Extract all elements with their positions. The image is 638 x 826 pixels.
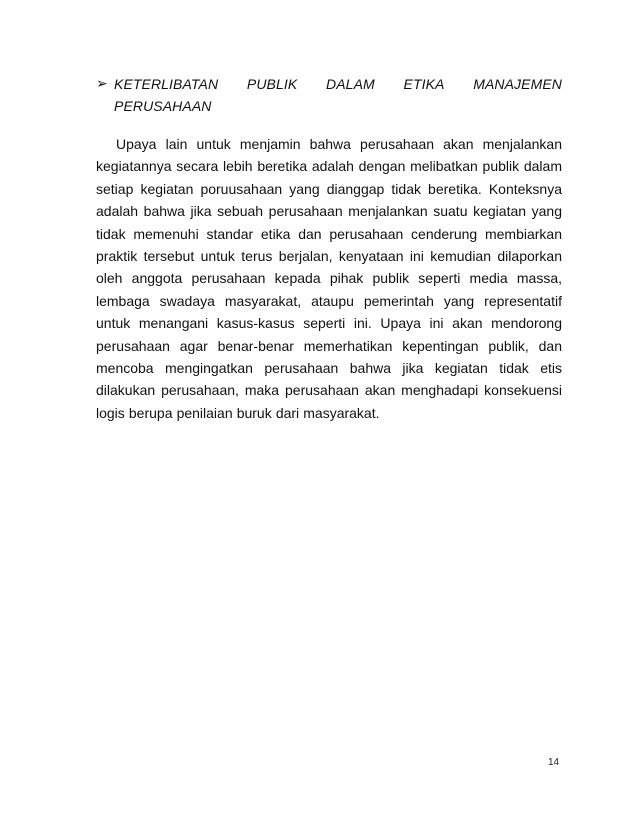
heading-text (114, 73, 562, 117)
heading-word: ETIKA (403, 76, 445, 92)
heading-row (96, 73, 562, 117)
heading-word: KETERLIBATAN (114, 76, 219, 92)
arrow-bullet-icon: ➢ (96, 75, 108, 91)
page-number: 14 (548, 757, 560, 768)
heading-line-1 (114, 73, 562, 95)
heading-word: MANAJEMEN (473, 76, 562, 92)
heading-line-2: PERUSAHAAN (114, 98, 212, 114)
heading-word: DALAM (326, 76, 375, 92)
section-heading (96, 73, 562, 117)
body-paragraph: Upaya lain untuk menjamin bahwa perusahaan akan menjalankan kegiatannya secara lebih beretika adalah dengan melibatkan publik dalam setiap kegiatan poruusahaan yang dianggap tidak beretika. Konteksnya adalah bahwa jika sebuah perusahaan menjalankan suatu kegiatan yang tidak memenuhi standar etika dan perusahaan cenderung membiarkan praktik tersebut untuk terus berjalan, kenyataan ini kemudian dilaporkan oleh anggota perusahaan kepada pihak publik seperti media massa, lembaga swadaya masyarakat, ataupu pemerintah yang representatif untuk menangani kasus-kasus seperti ini. Upaya ini akan mendorong perusahaan agar benar-benar memerhatikan kepentingan publik, dan mencoba mengingatkan perusahaan bahwa jika kegiatan tidak etis dilakukan perusahaan, maka perusahaan akan menghadapi konsekuensi logis berupa penilaian buruk dari masyarakat. (96, 136, 562, 421)
heading-word: PUBLIK (246, 76, 298, 92)
